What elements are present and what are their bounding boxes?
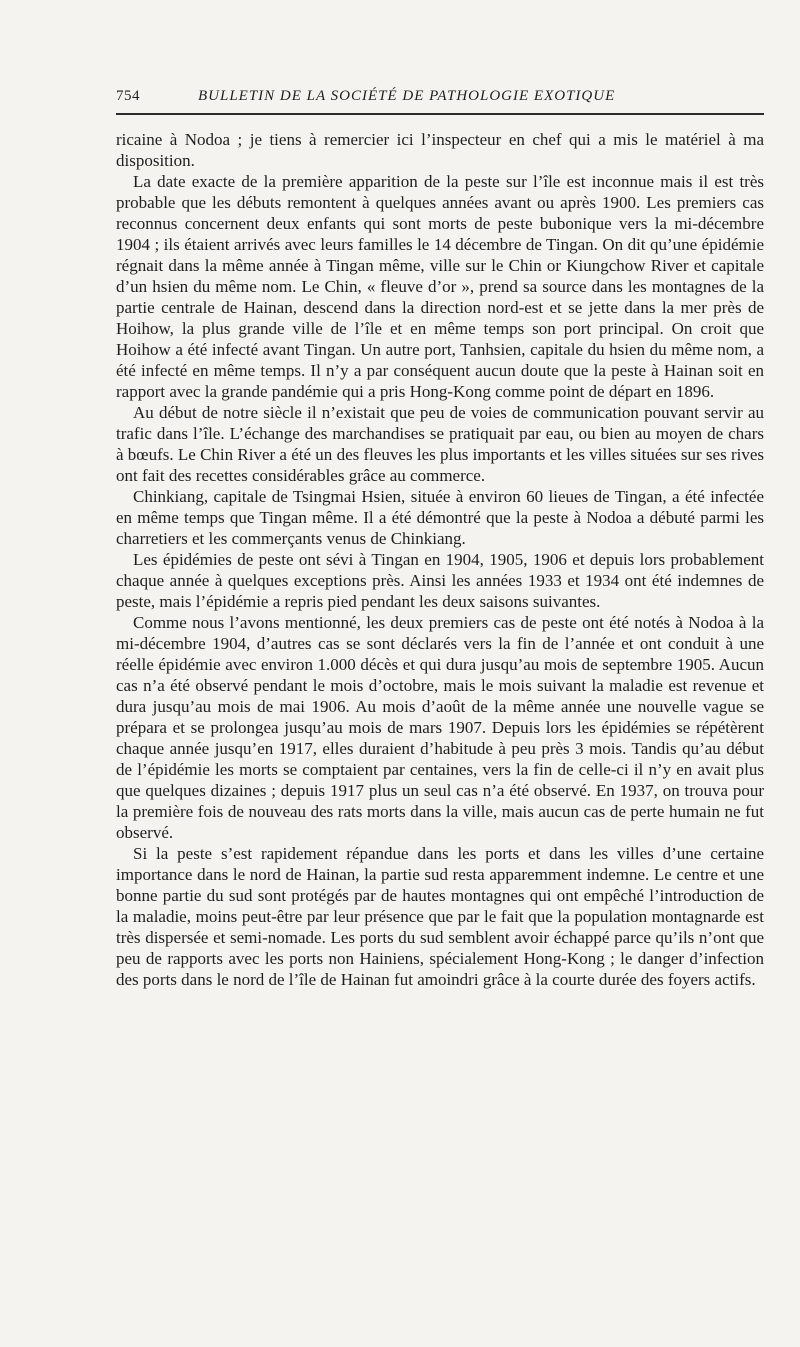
paragraph-4: Chinkiang, capitale de Tsingmai Hsien, située à environ 60 lieues de Tingan, a été infectée en même temps que Tingan même. Il a été démontré que la peste à Nodoa a débuté parmi les charretiers et les commerçants venus de Chinkiang. [116,487,764,548]
header-rule [116,113,764,115]
paragraph-1: ricaine à Nodoa ; je tiens à remercier ici l’inspecteur en chef qui a mis le matériel à ma disposition. [116,130,764,170]
paragraph-6: Comme nous l’avons mentionné, les deux premiers cas de peste ont été notés à Nodoa à la mi-décembre 1904, d’autres cas se sont déclarés vers la fin de l’année et ont conduit à une réelle épidémie avec environ 1.000 décès et qui dura jusqu’au mois de septembre 1905. Aucun cas n’a été observé pendant le mois d’octobre, mais le mois suivant la maladie est revenue et dura jusqu’au mois de mai 1906. Au mois d’août de la même année une nouvelle vague se prépara et se prolongea jusqu’au mois de mars 1907. Depuis lors les épidémies se répétèrent chaque année jusqu’en 1917, elles duraient d’habitude à peu près 3 mois. Tandis qu’au début de l’épidémie les morts se comptaient par centaines, vers la fin de celle-ci il n’y en avait plus que quelques dizaines ; depuis 1917 plus un seul cas n’a été observé. En 1937, on trouva pour la première fois de nouveau des rats morts dans la ville, mais aucun cas de perte humain ne fut observé. [116,613,764,842]
journal-title: BULLETIN DE LA SOCIÉTÉ DE PATHOLOGIE EXOTIQUE [198,88,616,104]
paragraph-7: Si la peste s’est rapidement répandue dans les ports et dans les villes d’une certaine importance dans le nord de Hainan, la partie sud resta apparemment indemne. Le centre et une bonne partie du sud sont protégés par de hautes montagnes qui ont empêché l’introduction de la maladie, moins peut-être par leur présence que par le fait que la population montagnarde est très dispersée et semi-nomade. Les ports du sud semblent avoir échappé parce qu’ils n’ont que peu de rapports avec les ports non Hainiens, spécialement Hong-Kong ; le danger d’infection des ports dans le nord de l’île de Hainan fut amoindri grâce à la courte durée des foyers actifs. [116,844,764,989]
page-number: 754 [116,88,140,104]
paragraph-3: Au début de notre siècle il n’existait que peu de voies de communication pouvant servir au trafic dans l’île. L’échange des marchandises se pratiquait par eau, ou bien au moyen de chars à bœufs. Le Chin River a été un des fleuves les plus importants et les villes situées sur ses rives ont fait des recettes considérables grâce au commerce. [116,403,764,485]
running-head [116,84,764,108]
body-text [116,129,764,990]
paragraph-2: La date exacte de la première apparition de la peste sur l’île est inconnue mais il est très probable que les débuts remontent à quelques années avant ou après 1900. Les premiers cas reconnus concernent deux enfants qui sont morts de peste bubonique vers la mi-décembre 1904 ; ils étaient arrivés avec leurs familles le 14 décembre de Tingan. On dit qu’une épidémie régnait dans la même année à Tingan même, ville sur le Chin or Kiungchow River et capitale d’un hsien du même nom. Le Chin, « fleuve d’or », prend sa source dans les montagnes de la partie centrale de Hainan, descend dans la direction nord-est et se jette dans la mer près de Hoihow, la plus grande ville de l’île et en même temps son port principal. On croit que Hoihow a été infecté avant Tingan. Un autre port, Tanhsien, capitale du hsien du même nom, a été infecté en même temps. Il n’y a par conséquent aucun doute que la peste à Hainan soit en rapport avec la grande pandémie qui a pris Hong-Kong comme point de départ en 1896. [116,172,764,401]
paragraph-5: Les épidémies de peste ont sévi à Tingan en 1904, 1905, 1906 et depuis lors probablement chaque année à quelques exceptions près. Ainsi les années 1933 et 1934 ont été indemnes de peste, mais l’épidémie a repris pied pendant les deux saisons suivantes. [116,550,764,611]
document-page [116,84,764,990]
